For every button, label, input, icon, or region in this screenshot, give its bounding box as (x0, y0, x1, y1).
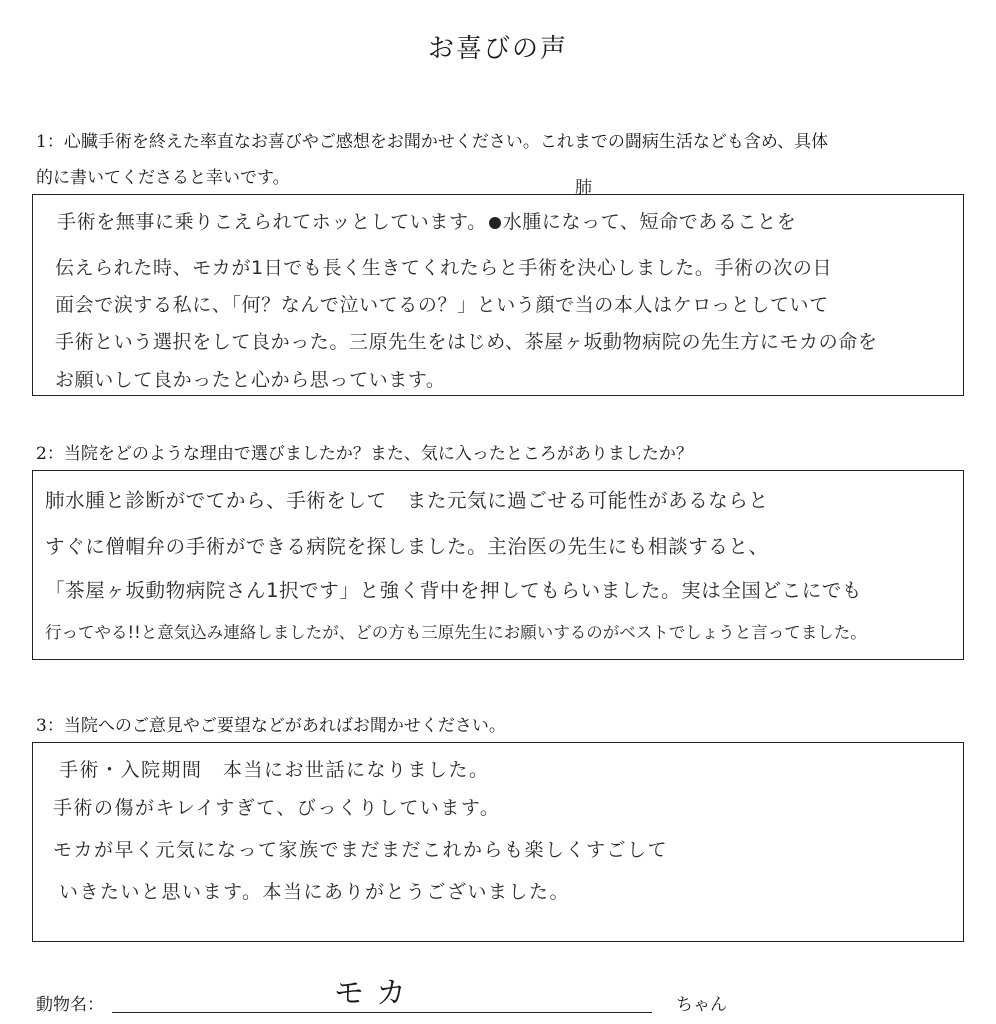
question-1-line-2: 的に書いてくださると幸いです。 (36, 168, 290, 188)
pet-name-label: 動物名： (36, 995, 104, 1015)
question-2-line-1: 2：当院をどのような理由で選びましたか？また、気に入ったところがありましたか？ (36, 444, 693, 464)
answer-2-line-2: すぐに僧帽弁の手術ができる病院を探しました。主治医の先生にも相談すると、 (45, 535, 769, 558)
answer-3-line-2: 手術の傷がキレイすぎて、びっくりしています。 (53, 797, 501, 819)
answer-1-line-5: お願いして良かったと心から思っています。 (55, 369, 446, 391)
pet-name-suffix: ちゃん (676, 995, 727, 1015)
answer-3-line-4: いきたいと思います。本当にありがとうございました。 (59, 881, 570, 903)
answer-2-line-3: 「茶屋ヶ坂動物病院さん1択です」と強く背中を押してもらいました。実は全国どこにでも (45, 579, 863, 602)
pet-name-value: モカ (334, 976, 418, 1011)
answer-2-line-4: 行ってやる!!と意気込み連絡しましたが、どの方も三原先生にお願いするのがベストでしょうと言ってました。 (45, 623, 867, 642)
pet-name-underline (112, 1012, 652, 1013)
answer-2-box (32, 470, 964, 660)
answer-1-line-3: 面会で涙する私に、「何？なんで泣いてるの？」という顔で当の本人はケロっとしていて (55, 294, 829, 316)
answer-1-line-4: 手術という選択をして良かった。三原先生をはじめ、茶屋ヶ坂動物病院の先生方にモカの命を (55, 331, 878, 353)
scribble-mark (489, 217, 501, 229)
answer-1-line-1 (57, 207, 796, 234)
answer-1-line-2: 伝えられた時、モカが1日でも長く生きてくれたらと手術を決心しました。手術の次の日 (55, 257, 833, 279)
answer-3-line-1: 手術・入院期間 本当にお世話になりました。 (59, 759, 490, 781)
page-title: お喜びの声 (427, 34, 568, 64)
correction-mark: 肺 (575, 178, 592, 198)
question-2-label (36, 436, 966, 472)
question-1-line-1: 1：心臓手術を終えた率直なお喜びやご感想をお聞かせください。これまでの闘病生活なども含め、具体 (36, 132, 829, 152)
answer-1-line-1b: 水腫になって、短命であることを (502, 211, 797, 233)
answer-3-line-3: モカが早く元気になって家族でまだまだこれからも楽しくすごして (53, 839, 669, 861)
answer-1-line-1a: 手術を無事に乗りこえられてホッとしています。 (57, 211, 487, 233)
question-3-label (36, 708, 966, 744)
answer-3-box (32, 742, 964, 942)
answer-2-line-1: 肺水腫と診断がでてから、手術をして また元気に過ごせる可能性があるならと (45, 489, 769, 512)
question-1-label (36, 124, 966, 196)
question-3-line-1: 3：当院へのご意見やご要望などがあればお聞かせください。 (36, 716, 506, 736)
